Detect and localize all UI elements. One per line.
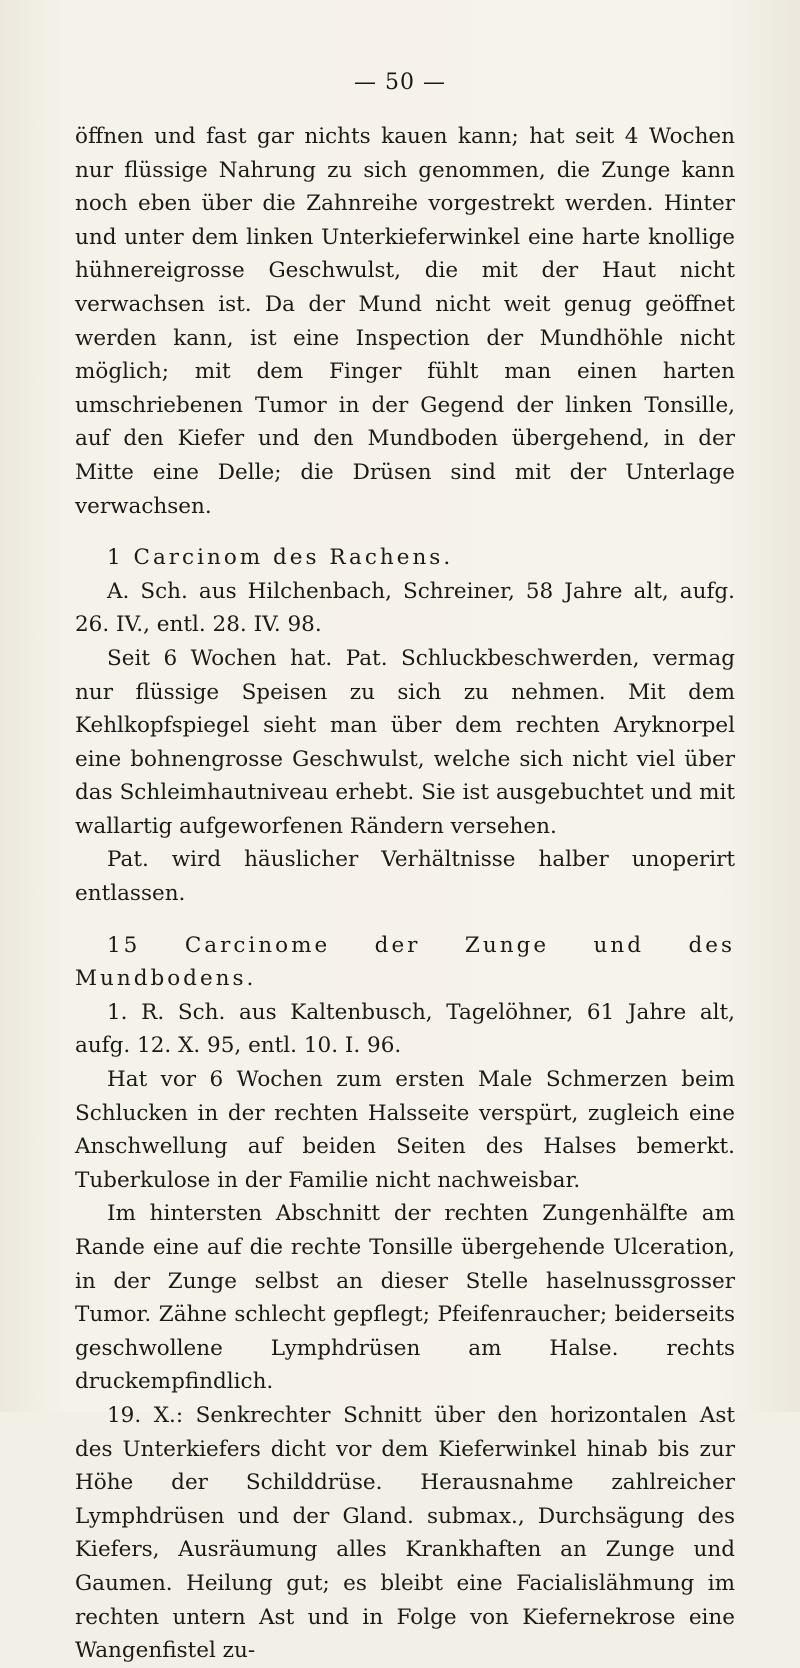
section-heading-zunge: 15 Carcinome der Zunge und des Mundbodens. <box>75 932 735 992</box>
page-number: — 50 — <box>354 70 446 95</box>
case-description: Seit 6 Wochen hat. Pat. Schluckbeschwerden, vermag nur flüssige Speisen zu sich zu nehmen. Mit dem Kehlkopfspiegel sieht man über dem rechten Aryknorpel eine bohnengrosse Geschwulst, welche sich nicht viel über das Schleimhautniveau erhebt. Sie ist ausgebuchtet und mit wallartig aufgeworfenen Rändern versehen. <box>75 645 735 839</box>
case-outcome: Pat. wird häuslicher Verhältnisse halber unoperirt entlassen. <box>75 847 735 907</box>
case-header: A. Sch. aus Hilchenbach, Schreiner, 58 Jahre alt, aufg. 26. IV., entl. 28. IV. 98. <box>75 578 735 638</box>
case-history: Hat vor 6 Wochen zum ersten Male Schmerzen beim Schlucken in der rechten Halsseite verspürt, zugleich eine Anschwellung auf beiden Seiten des Halses bemerkt. Tuberkulose in der Familie nicht nachweisbar. <box>75 1067 735 1193</box>
case-header: 1. R. Sch. aus Kaltenbusch, Tagelöhner, 61 Jahre alt, aufg. 12. X. 95, entl. 10. I. 96. <box>75 999 735 1059</box>
paragraph-continuation: öffnen und fast gar nichts kauen kann; hat seit 4 Wochen nur flüssige Nahrung zu sich genommen, die Zunge kann noch eben über die Zahnreihe vorgestrekt werden. Hinter und unter dem linken Unterkieferwinkel eine harte knollige hühnereigrosse Geschwulst, die mit der Haut nicht verwachsen ist. Da der Mund nicht weit genug geöffnet werden kann, ist eine Inspection der Mundhöhle nicht möglich; mit dem Finger fühlt man einen harten umschriebenen Tumor in der Gegend der linken Tonsille, auf den Kiefer und den Mundboden übergehend, in der Mitte eine Delle; die Drüsen sind mit der Unterlage verwachsen. <box>75 124 735 519</box>
case-findings: Im hintersten Abschnitt der rechten Zungenhälfte am Rande eine auf die rechte Tonsille übergehende Ulceration, in der Zunge selbst an dieser Stelle haselnussgrosser Tumor. Zähne schlecht gepflegt; Pfeifenraucher; beiderseits geschwollene Lymphdrüsen am Halse. rechts druckempfindlich. <box>75 1201 735 1395</box>
body-text <box>75 120 735 1668</box>
case-operation: 19. X.: Senkrechter Schnitt über den horizontalen Ast des Unterkiefers dicht vor dem Kieferwinkel hinab bis zur Höhe der Schilddrüse. Herausnahme zahlreicher Lymphdrüsen und der Gland. submax., Durchsägung des Kiefers, Ausräumung alles Krankhaften an Zunge und Gaumen. Heilung gut; es bleibt eine Facialislähmung im rechten untern Ast und in Folge von Kiefernekrose eine Wangenfistel zu- <box>75 1402 735 1664</box>
section-heading-rachen: 1 Carcinom des Rachens. <box>107 545 454 571</box>
